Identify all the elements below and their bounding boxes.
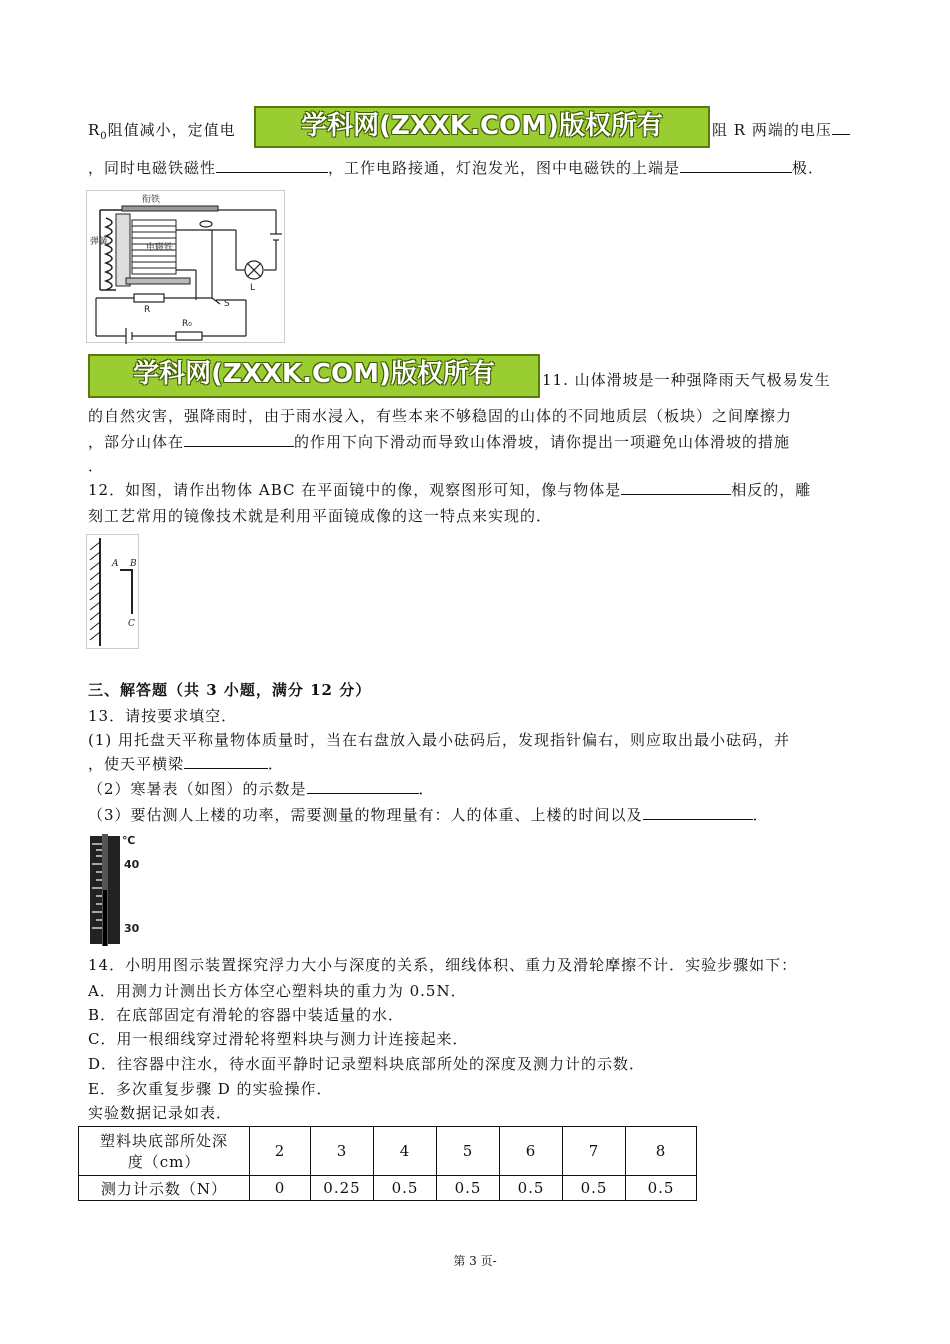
q11-line4: ． bbox=[88, 457, 105, 475]
table-cell: 4 bbox=[374, 1127, 437, 1176]
table-cell: 0.25 bbox=[311, 1176, 374, 1201]
spring-label: 弹簧 bbox=[90, 237, 109, 247]
r0-label: R₀ bbox=[182, 319, 192, 329]
q14-step-c: C．用一根细线穿过滑轮将塑料块与测力计连接起来． bbox=[88, 1030, 469, 1048]
point-c-label: C bbox=[128, 619, 135, 629]
l-label: L bbox=[250, 283, 256, 293]
page-footer: 第 3 页- bbox=[453, 1254, 497, 1268]
q14-step-a: A．用测力计测出长方体空心塑料块的重力为 0.5N． bbox=[88, 982, 467, 1000]
celsius-unit: ℃ bbox=[122, 834, 136, 847]
point-b-label: B bbox=[130, 559, 137, 569]
tick-30-label: 30 bbox=[124, 922, 140, 935]
mirror-figure bbox=[86, 534, 140, 650]
q10-line2: ，同时电磁铁磁性 ，工作电路接通，灯泡发光，图中电磁铁的上端是 极． bbox=[88, 159, 825, 177]
table-cell: 6 bbox=[500, 1127, 563, 1176]
q13-part2: （2）寒暑表（如图）的示数是 ． bbox=[88, 780, 435, 798]
table-cell: 2 bbox=[250, 1127, 311, 1176]
table-cell: 0.5 bbox=[437, 1176, 500, 1201]
table-header-reading: 测力计示数（N） bbox=[79, 1176, 250, 1201]
point-a-label: A bbox=[112, 559, 119, 569]
r-label: R bbox=[144, 305, 151, 315]
answer-blank bbox=[680, 158, 792, 173]
answer-blank bbox=[184, 432, 294, 447]
table-row-depth bbox=[79, 1127, 697, 1176]
armature-label: 衔铁 bbox=[142, 195, 161, 205]
watermark-banner: 学科网(ZXXK.COM)版权所有 bbox=[88, 354, 540, 398]
tick-40-label: 40 bbox=[124, 858, 140, 871]
watermark-banner: 学科网(ZXXK.COM)版权所有 bbox=[254, 106, 710, 148]
s-label: S bbox=[224, 299, 230, 309]
q13-stem: 13．请按要求填空． bbox=[88, 707, 238, 725]
answer-blank bbox=[643, 805, 753, 820]
q11-line3: ，部分山体在 的作用下向下滑动而导致山体滑坡，请你提出一项避免山体滑坡的措施 bbox=[88, 433, 791, 451]
q13-part1-line2: ，使天平横梁 ． bbox=[88, 755, 285, 773]
q13-part1-line1: (1) 用托盘天平称量物体质量时，当在右盘放入最小砝码后，发现指针偏右，则应取出最小砝码，并 bbox=[88, 731, 791, 749]
table-cell: 5 bbox=[437, 1127, 500, 1176]
answer-blank bbox=[621, 480, 731, 495]
q11-line2: 的自然灾害，强降雨时，由于雨水浸入，有些本来不够稳固的山体的不同地质层（板块）之间摩擦力 bbox=[88, 407, 793, 425]
table-cell: 0.5 bbox=[563, 1176, 626, 1201]
q10-line1: $R_0$阻值减小，定值电 bbox=[88, 121, 236, 142]
magnet-label: 电磁铁 bbox=[146, 243, 174, 253]
q13-part3: （3）要估测人上楼的功率，需要测量的物理量有：人的体重、上楼的时间以及 ． bbox=[88, 806, 769, 824]
table-cell: 8 bbox=[626, 1127, 697, 1176]
relay-circuit-figure bbox=[86, 190, 286, 344]
thermometer-figure bbox=[86, 830, 150, 946]
q14-stem: 14．小明用图示装置探究浮力大小与深度的关系，细线体积、重力及滑轮摩擦不计．实验步骤如下： bbox=[88, 956, 798, 974]
q10-line1-end: 阻 R 两端的电压 bbox=[712, 120, 850, 140]
answer-blank bbox=[184, 754, 268, 769]
table-cell: 0 bbox=[250, 1176, 311, 1201]
q14-step-b: B．在底部固定有滑轮的容器中装适量的水． bbox=[88, 1006, 405, 1024]
q14-step-e: E．多次重复步骤 D 的实验操作． bbox=[88, 1080, 333, 1098]
table-cell: 7 bbox=[563, 1127, 626, 1176]
q12-line2: 刻工艺常用的镜像技术就是利用平面镜成像的这一特点来实现的． bbox=[88, 507, 553, 525]
table-cell: 0.5 bbox=[374, 1176, 437, 1201]
section-title: 三、解答题（共 3 小题，满分 12 分） bbox=[88, 681, 372, 699]
q14-record-intro: 实验数据记录如表． bbox=[88, 1104, 233, 1122]
table-cell: 0.5 bbox=[500, 1176, 563, 1201]
answer-blank bbox=[216, 158, 328, 173]
table-row-reading bbox=[79, 1176, 697, 1201]
q14-step-d: D．往容器中注水，待水面平静时记录塑料块底部所处的深度及测力计的示数． bbox=[88, 1055, 646, 1073]
table-cell: 3 bbox=[311, 1127, 374, 1176]
answer-blank bbox=[307, 779, 419, 794]
table-cell: 0.5 bbox=[626, 1176, 697, 1201]
table-header-depth: 塑料块底部所处深 度（cm） bbox=[79, 1127, 250, 1176]
answer-blank bbox=[832, 120, 850, 135]
q11-line1: 11. 山体滑坡是一种强降雨天气极易发生 bbox=[542, 371, 831, 389]
data-table bbox=[78, 1126, 697, 1201]
q12-line1: 12．如图，请作出物体 ABC 在平面镜中的像，观察图形可知，像与物体是 相反的，雕 bbox=[88, 481, 812, 499]
